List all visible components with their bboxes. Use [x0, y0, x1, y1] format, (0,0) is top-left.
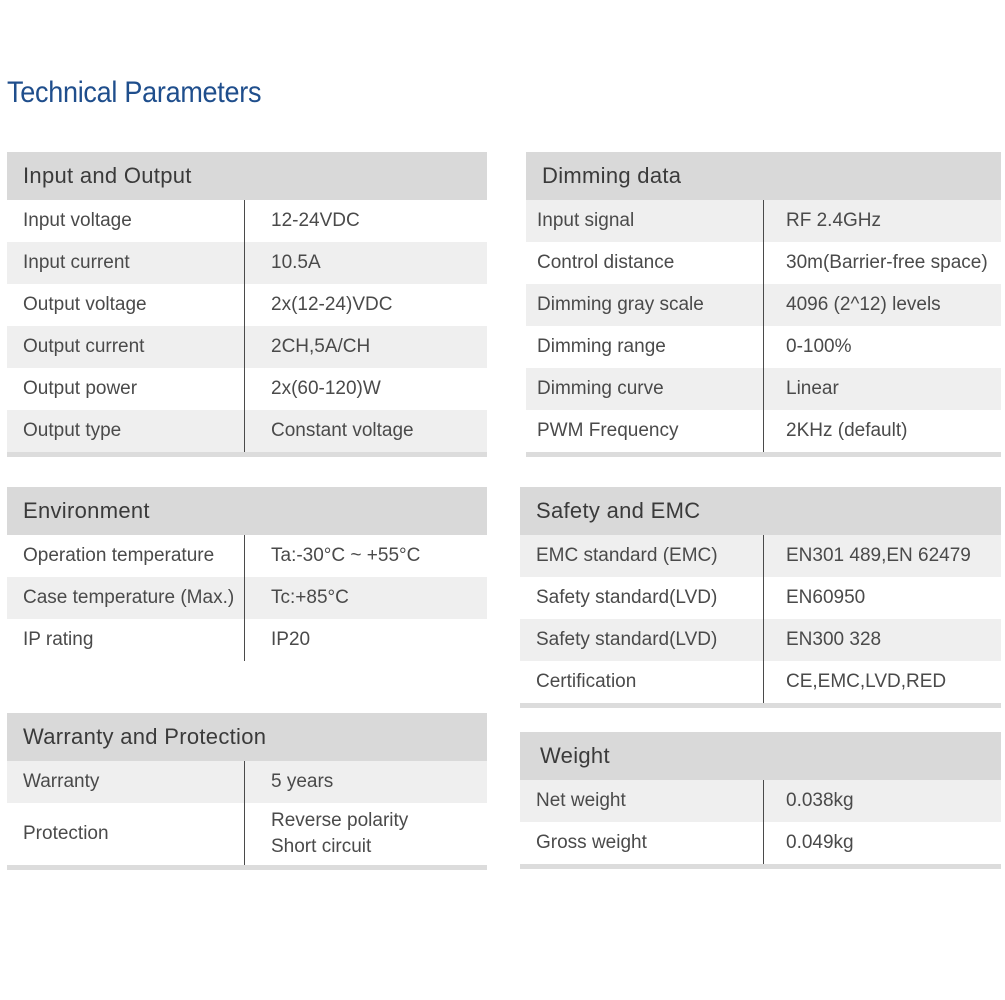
- section-weight: [520, 732, 1001, 869]
- table-row: [7, 368, 487, 410]
- row-label: Case temperature (Max.): [7, 577, 245, 619]
- row-value: 2KHz (default): [786, 420, 908, 441]
- row-label: Output type: [7, 410, 245, 452]
- table-row: [7, 761, 487, 803]
- row-label: Output power: [7, 368, 245, 410]
- table-row: [526, 242, 1001, 284]
- row-value: IP20: [271, 629, 311, 650]
- table-row: [520, 780, 1001, 822]
- section-footer-bar: [520, 703, 1001, 708]
- section-title: Environment: [7, 487, 487, 535]
- table-row: [520, 822, 1001, 864]
- section-title: Warranty and Protection: [7, 713, 487, 761]
- row-value: 12-24VDC: [271, 210, 360, 231]
- table-row: [7, 326, 487, 368]
- table-row: [7, 577, 487, 619]
- row-value: RF 2.4GHz: [786, 210, 882, 231]
- row-value: EN60950: [786, 587, 866, 608]
- section-title: Dimming data: [526, 152, 1001, 200]
- row-value: 2x(60-120)W: [271, 378, 381, 399]
- row-value: 2x(12-24)VDC: [271, 294, 393, 315]
- table-row: [520, 661, 1001, 703]
- row-value: [245, 803, 408, 865]
- section-dimming: [526, 152, 1001, 457]
- table-row: [526, 368, 1001, 410]
- row-value: Constant voltage: [271, 420, 414, 441]
- table-row: [7, 284, 487, 326]
- row-label: Dimming gray scale: [526, 284, 764, 326]
- section-title: Input and Output: [7, 152, 487, 200]
- page-title: Technical Parameters: [7, 76, 262, 109]
- section-environment: [7, 487, 487, 661]
- table-row: [7, 410, 487, 452]
- section-safety-emc: [520, 487, 1001, 708]
- table-row: [7, 535, 487, 577]
- row-label: Dimming range: [526, 326, 764, 368]
- row-label: EMC standard (EMC): [520, 535, 764, 577]
- row-value: EN301 489,EN 62479: [786, 545, 971, 566]
- table-row: [526, 326, 1001, 368]
- row-value: CE,EMC,LVD,RED: [786, 671, 947, 692]
- section-footer-bar: [526, 452, 1001, 457]
- section-title: Weight: [520, 732, 1001, 780]
- row-label: Control distance: [526, 242, 764, 284]
- row-label: Safety standard(LVD): [520, 619, 764, 661]
- table-row: [7, 803, 487, 865]
- section-footer-bar: [520, 864, 1001, 869]
- section-warranty: [7, 713, 487, 870]
- section-footer-bar: [7, 865, 487, 870]
- row-value: Tc:+85°C: [271, 587, 349, 608]
- row-label: Protection: [7, 803, 245, 865]
- table-row: [520, 619, 1001, 661]
- row-value: 5 years: [271, 771, 334, 792]
- table-row: [526, 410, 1001, 452]
- row-label: Dimming curve: [526, 368, 764, 410]
- row-label: Gross weight: [520, 822, 764, 864]
- row-value: 0.038kg: [786, 790, 854, 811]
- row-label: Net weight: [520, 780, 764, 822]
- value-line: Reverse polarity: [271, 810, 409, 831]
- row-label: PWM Frequency: [526, 410, 764, 452]
- row-label: Certification: [520, 661, 764, 703]
- row-label: Warranty: [7, 761, 245, 803]
- value-line: Short circuit: [271, 836, 372, 857]
- row-value: 2CH,5A/CH: [271, 336, 371, 357]
- table-row: [520, 535, 1001, 577]
- row-label: Input voltage: [7, 200, 245, 242]
- section-input-output: [7, 152, 487, 457]
- row-value: 30m(Barrier-free space): [786, 252, 988, 273]
- table-row: [7, 200, 487, 242]
- row-label: Safety standard(LVD): [520, 577, 764, 619]
- row-value: 4096 (2^12) levels: [786, 294, 941, 315]
- row-value: Linear: [786, 378, 839, 399]
- row-value: 10.5A: [271, 252, 321, 273]
- row-label: Output voltage: [7, 284, 245, 326]
- row-value: 0.049kg: [786, 832, 854, 853]
- row-value: Ta:-30°C ~ +55°C: [271, 545, 421, 566]
- table-row: [526, 200, 1001, 242]
- row-value: 0-100%: [786, 336, 852, 357]
- row-value: EN300 328: [786, 629, 882, 650]
- table-row: [526, 284, 1001, 326]
- row-label: Input signal: [526, 200, 764, 242]
- row-label: Output current: [7, 326, 245, 368]
- row-label: IP rating: [7, 619, 245, 661]
- section-title: Safety and EMC: [520, 487, 1001, 535]
- row-label: Input current: [7, 242, 245, 284]
- row-label: Operation temperature: [7, 535, 245, 577]
- table-row: [7, 619, 487, 661]
- table-row: [7, 242, 487, 284]
- table-row: [520, 577, 1001, 619]
- section-footer-bar: [7, 452, 487, 457]
